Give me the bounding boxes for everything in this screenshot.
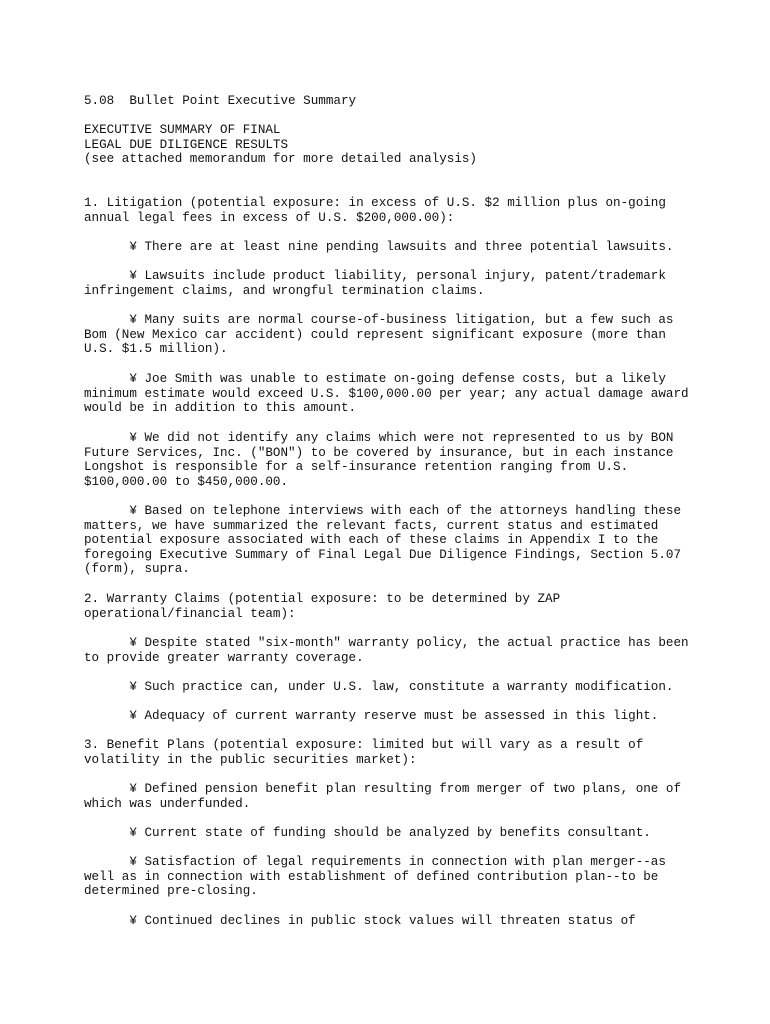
litigation-bullet: ¥ Many suits are normal course-of-business litigation, but a few such as Bom (New Mexico car accident) could represent significant exposure (more than U.S. $1.5 million). — [84, 313, 674, 357]
benefit-plans-heading: 3. Benefit Plans (potential exposure: limited but will vary as a result of volatility in the public securities market): — [84, 738, 644, 767]
summary-title-line-3: (see attached memorandum for more detailed analysis) — [84, 152, 477, 166]
warranty-bullet: ¥ Adequacy of current warranty reserve must be assessed in this light. — [84, 709, 659, 723]
litigation-bullet: ¥ We did not identify any claims which were not represented to us by BON Future Services, Inc. ("BON") to be covered by insurance, but in each instance Longshot is responsible for a self-insurance retention ranging from U.S. $100,000.00 to $450,000.00. — [84, 431, 674, 489]
benefit-plans-bullet: ¥ Defined pension benefit plan resulting from merger of two plans, one of which was underfunded. — [84, 782, 682, 811]
benefit-plans-bullet: ¥ Current state of funding should be analyzed by benefits consultant. — [84, 826, 651, 840]
litigation-heading: 1. Litigation (potential exposure: in excess of U.S. $2 million plus on-going annual legal fees in excess of U.S. $200,000.00): — [84, 196, 666, 225]
section-heading: 5.08 Bullet Point Executive Summary — [84, 94, 357, 108]
benefit-plans-bullet: ¥ Satisfaction of legal requirements in connection with plan merger--as well as in connection with establishment of defined contribution plan--to be determined pre-closing. — [84, 855, 666, 899]
warranty-heading: 2. Warranty Claims (potential exposure: to be determined by ZAP operational/financial team): — [84, 592, 561, 621]
warranty-bullet: ¥ Despite stated "six-month" warranty policy, the actual practice has been to provide greater warranty coverage. — [84, 636, 689, 665]
litigation-bullet: ¥ Lawsuits include product liability, personal injury, patent/trademark infringement claims, and wrongful termination claims. — [84, 269, 666, 298]
litigation-bullet: ¥ Joe Smith was unable to estimate on-going defense costs, but a likely minimum estimate would exceed U.S. $100,000.00 per year; any actual damage award would be in addition to this amount. — [84, 372, 689, 416]
benefit-plans-bullet: ¥ Continued declines in public stock values will threaten status of — [84, 914, 636, 928]
litigation-bullet: ¥ There are at least nine pending lawsuits and three potential lawsuits. — [84, 240, 674, 254]
warranty-bullet: ¥ Such practice can, under U.S. law, constitute a warranty modification. — [84, 680, 674, 694]
summary-title-line-2: LEGAL DUE DILIGENCE RESULTS — [84, 137, 289, 152]
litigation-bullet: ¥ Based on telephone interviews with each of the attorneys handling these matters, we have summarized the relevant facts, current status and estimated potential exposure associated with each of these claims in Appendix I to the foregoing Executive Summary of Final Legal Due Diligence Findings, Section 5.07 (form), supra. — [84, 504, 682, 577]
summary-title-line-1: EXECUTIVE SUMMARY OF FINAL — [84, 123, 281, 137]
